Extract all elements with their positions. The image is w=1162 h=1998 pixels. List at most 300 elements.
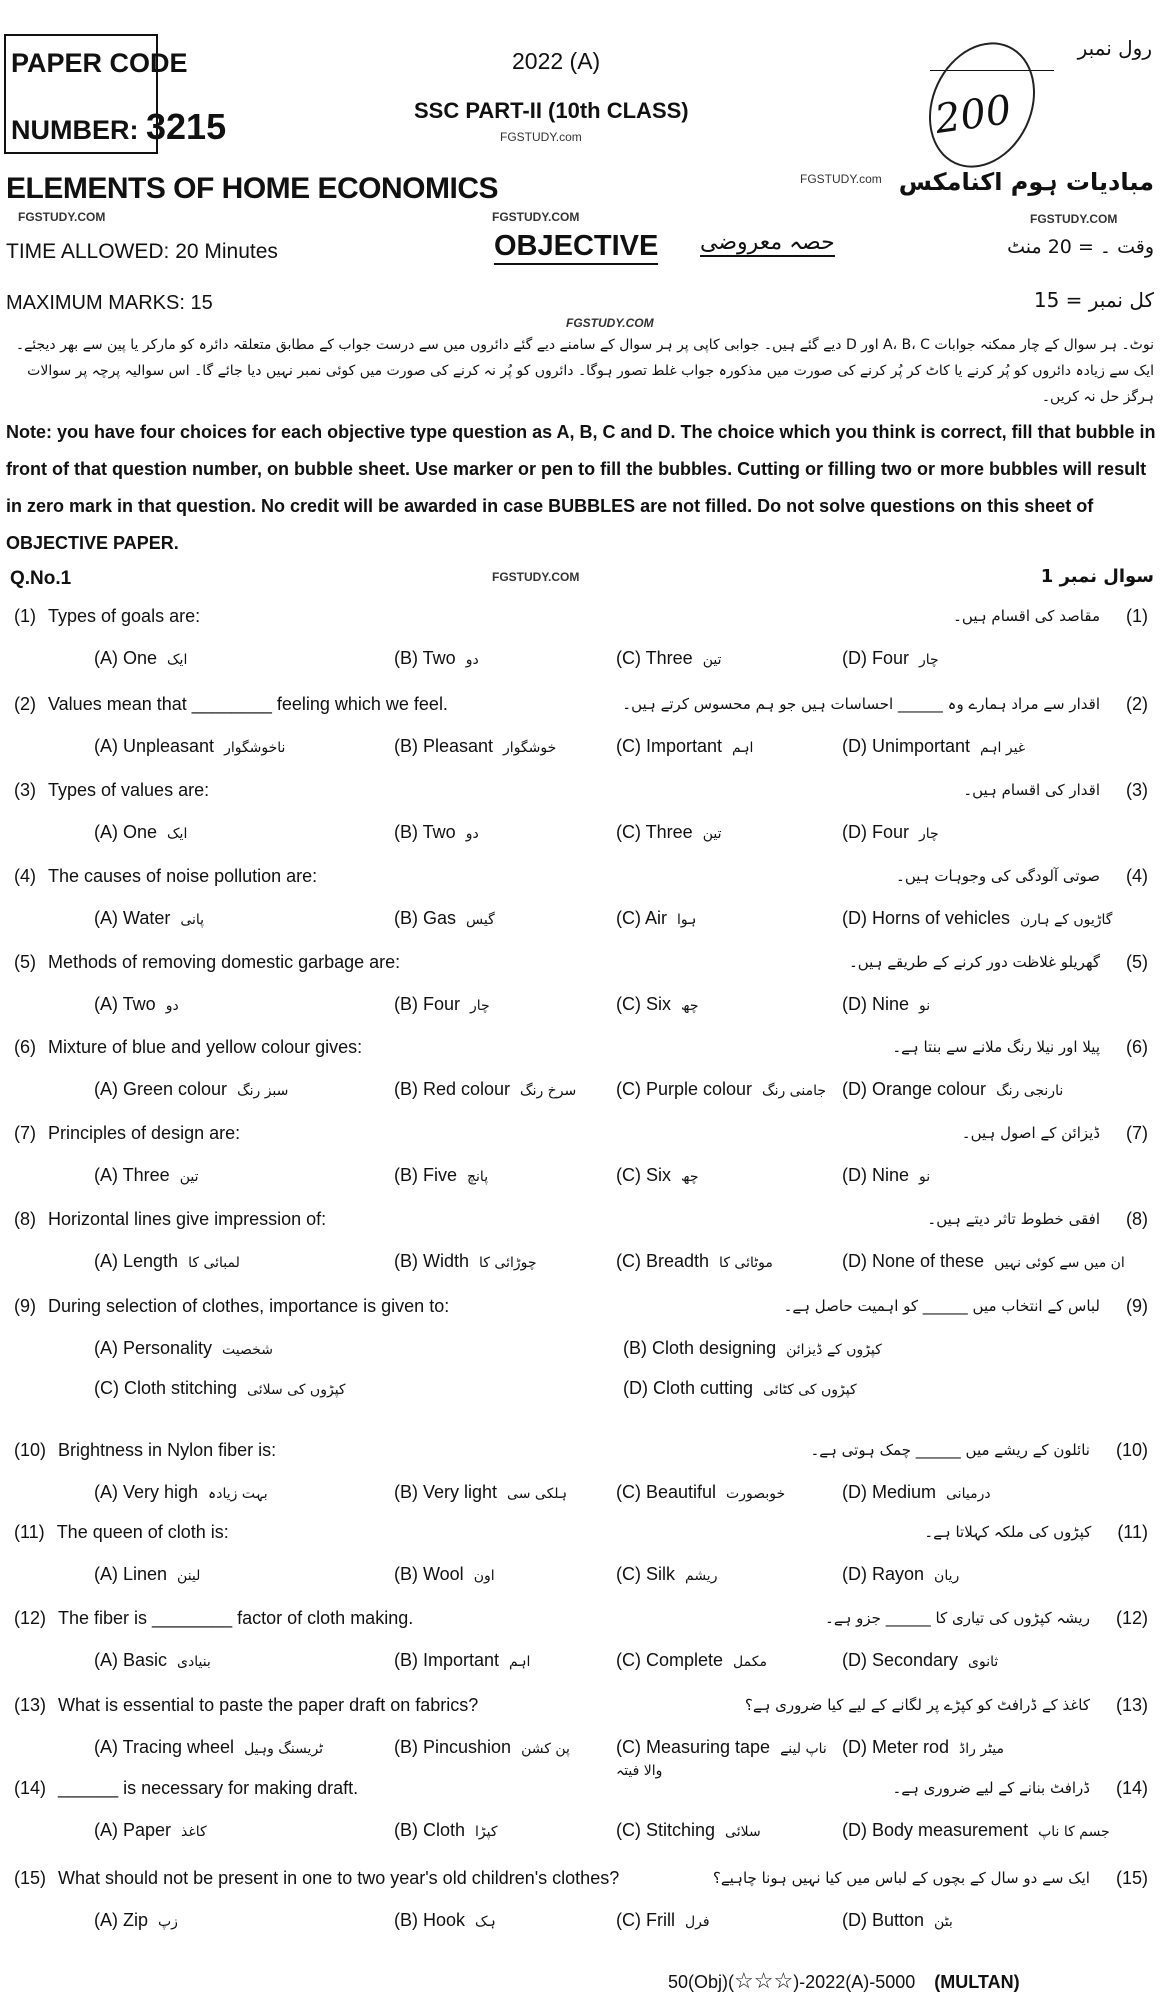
option-label-urdu: سرخ رنگ [520,1083,577,1099]
option-label: (A) Very high [94,1482,199,1502]
question-number-urdu-side: (13) [1115,1695,1148,1715]
option-label-urdu: موٹائی کا [719,1255,773,1271]
option-label-urdu: پانچ [467,1169,489,1185]
option-d [842,1482,1148,1504]
question-number: (10) [14,1440,47,1460]
option-label: (B) Pincushion [394,1737,512,1757]
question-line [14,1123,1148,1143]
max-marks-urdu: کل نمبر = 15 [1033,288,1154,312]
question-number: (15) [14,1868,47,1888]
watermark: FGSTUDY.COM [1030,212,1118,226]
subject-title-urdu: مبادیات ہوم اکنامکس [898,168,1154,196]
option-label-urdu: چار [919,652,939,668]
option-label-urdu: کپڑوں کی سلائی [247,1382,346,1398]
option-d [842,1251,1148,1273]
question-line [14,1296,1148,1316]
option-c [616,1650,842,1672]
option-label: (A) One [94,822,158,842]
option-b [394,908,616,930]
option-a [94,1650,394,1672]
option-label: (C) Frill [616,1910,675,1930]
question-line [14,1868,1148,1888]
option-d [842,1079,1148,1101]
option-label: (A) Water [94,908,171,928]
option-label-urdu: گاڑیوں کے ہارن [1020,912,1113,928]
option-c [616,1251,842,1273]
question-number: (12) [14,1608,47,1628]
option-b [394,822,616,844]
options [94,1338,1148,1400]
option-label: (C) Stitching [616,1820,716,1840]
option-label-urdu: ان میں سے کوئی نہیں [994,1255,1125,1271]
option-label-urdu: مکمل [733,1654,767,1670]
question-number-urdu-side: (9) [1126,1296,1148,1316]
question-number: (7) [14,1123,36,1143]
watermark: FGSTUDY.COM [566,316,654,330]
option-label: (C) Beautiful [616,1482,717,1502]
option-label-urdu: تین [179,1169,199,1185]
question-text-urdu: گھریلو غلاظت دور کرنے کے طریقے ہیں۔ [848,953,1100,971]
option-label: (C) Silk [616,1564,675,1584]
option-label: (A) Linen [94,1564,168,1584]
handwritten-circle [909,25,1055,185]
option-label-urdu: چھ [681,1169,699,1185]
option-label: (C) Measuring tape [616,1737,771,1757]
question-text-urdu: کپڑوں کی ملکہ کہلاتا ہے۔ [924,1523,1092,1541]
question-number-heading: Q.No.1 [10,568,72,589]
question-item [0,1037,1162,1127]
option-label-urdu: کپڑا [475,1824,498,1840]
option-b [394,1820,616,1842]
option-label-urdu: ناخوشگوار [224,740,286,756]
time-allowed-urdu: وقت ۔ = 20 منٹ [1007,236,1154,258]
question-text: Mixture of blue and yellow colour gives: [48,1037,363,1057]
option-a [94,736,394,758]
options [94,1165,1148,1187]
question-number: (9) [14,1296,36,1316]
option-label-urdu: دو [165,998,179,1014]
option-label: (D) Meter rod [842,1737,950,1757]
option-c [616,1820,842,1842]
option-label: (A) Two [94,994,156,1014]
question-number: (11) [14,1522,45,1542]
option-label-urdu: چار [470,998,490,1014]
question-text-urdu: مقاصد کی اقسام ہیں۔ [953,607,1100,625]
question-item [0,780,1162,870]
note-en-3: to fill the bubbles. Cutting or filling two or more bubbles will result in zero mark in that question. No credit will be [6,459,1147,516]
question-item [0,1440,1162,1530]
option-d [623,1378,1148,1400]
option-label-urdu: بہت زیادہ [208,1486,268,1502]
option-label-urdu: ناپ لینے والا فیتہ [616,1741,827,1779]
option-b [394,736,616,758]
objective-label-urdu: حصہ معروضی [700,230,835,255]
question-line [14,1037,1148,1057]
option-label: (A) Personality [94,1338,213,1358]
watermark: FGSTUDY.COM [492,570,580,584]
option-d [842,648,1148,670]
option-label: (A) Basic [94,1650,168,1670]
option-label: (D) Four [842,648,909,668]
option-label: (D) Nine [842,994,910,1014]
question-line [14,606,1148,626]
option-label-urdu: لمبائی کا [188,1255,240,1271]
question-item [0,1868,1162,1958]
question-text-urdu: ریشہ کپڑوں کی تیاری کا ______ جزو ہے۔ [825,1609,1090,1627]
option-label: (D) Secondary [842,1650,959,1670]
option-label-urdu: شخصیت [222,1342,273,1358]
option-label: (C) Three [616,822,693,842]
question-number-urdu-side: (7) [1126,1123,1148,1143]
option-label-urdu: کاغذ [181,1824,207,1840]
question-text: Brightness in Nylon fiber is: [58,1440,277,1460]
options [94,1737,1148,1781]
note-en-1: Note: you have four choices for each objective type question as A, B, C and D. The choice [6,422,775,442]
option-label-urdu: تین [702,826,722,842]
option-label: (B) Very light [394,1482,498,1502]
option-label: (B) Red colour [394,1079,511,1099]
question-text-urdu: ایک سے دو سال کے بچوں کے لباس میں کیا نہیں ہونا چاہیے؟ [712,1869,1090,1887]
option-a [94,1910,394,1932]
option-label-urdu: ہک [475,1914,496,1930]
question-number: (8) [14,1209,36,1229]
paper-code-box [4,34,227,154]
option-d [842,822,1148,844]
options [94,736,1148,758]
question-number-urdu-side: (8) [1126,1209,1148,1229]
option-label: (B) Five [394,1165,457,1185]
option-label: (B) Important [394,1650,500,1670]
question-text: Values mean that ________ feeling which we feel. [48,694,448,714]
option-label-urdu: ایک [167,652,188,668]
option-label: (B) Gas [394,908,457,928]
note-urdu-3: سوالات ہرگز حل نہ کریں۔ [27,363,1154,405]
watermark: FGSTUDY.COM [492,210,580,224]
question-number: (1) [14,606,36,626]
option-label-urdu: خوبصورت [726,1486,786,1502]
option-label: (D) Body measurement [842,1820,1029,1840]
option-a [94,1564,394,1586]
option-label-urdu: خوشگوار [503,740,557,756]
footer-city: (MULTAN) [934,1972,1020,1992]
option-label: (A) Tracing wheel [94,1737,235,1757]
question-number: (2) [14,694,36,714]
option-label: (A) Zip [94,1910,148,1930]
question-item [0,1522,1162,1612]
option-label: (D) Button [842,1910,925,1930]
note-urdu [6,332,1154,410]
option-label-urdu: ہوا [677,912,697,928]
question-text-urdu: پیلا اور نیلا رنگ ملانے سے بنتا ہے۔ [892,1038,1100,1056]
option-label-urdu: نو [919,998,931,1014]
question-text-urdu: اقدار کی اقسام ہیں۔ [963,781,1100,799]
question-text-urdu: ڈرافٹ بنانے کے لیے ضروری ہے۔ [892,1779,1090,1797]
option-label: (B) Hook [394,1910,466,1930]
option-label-urdu: ٹریسنگ وہیل [244,1741,324,1757]
note-en [6,414,1156,562]
option-d [842,994,1148,1016]
note-urdu-2: دیجئے۔ ایک سے زیادہ دائروں کو پُر کرنے یا کاٹ کر پُر کرنے کی صورت میں مذکورہ جواب غلط تصور ہوگا۔ دائروں کو پُر نہ کرنے کی صورت میں کوئی نمبر نہیں دیا جائے گا۔ اس سوالیہ پرچہ پر [15,337,1154,379]
question-line [14,1209,1148,1229]
option-label-urdu: ریشم [685,1568,718,1584]
question-text: The queen of cloth is: [56,1522,229,1542]
option-label-urdu: اون [473,1568,495,1584]
option-label: (D) Nine [842,1165,910,1185]
question-line [14,866,1148,886]
option-label-urdu: جسم کا ناپ [1038,1824,1110,1840]
question-text-urdu: صوتی آلودگی کی وجوہات ہیں۔ [896,867,1100,885]
option-label: (B) Two [394,822,456,842]
option-label: (B) Pleasant [394,736,494,756]
options [94,908,1148,930]
option-label: (D) Orange colour [842,1079,987,1099]
option-d [842,1650,1148,1672]
question-line [14,1440,1148,1460]
option-a [94,1737,394,1781]
option-b [394,1564,616,1586]
question-text: Methods of removing domestic garbage are: [48,952,401,972]
note-en-4: awarded in case BUBBLES are not filled. Do not solve questions on this sheet of OBJECTIVE PAPER. [6,496,1094,553]
option-label-urdu: دو [465,826,479,842]
options [94,1079,1148,1101]
option-label: (B) Four [394,994,461,1014]
question-text-urdu: افقی خطوط تاثر دیتے ہیں۔ [927,1210,1100,1228]
option-label-urdu: زپ [158,1914,178,1930]
question-item [0,1778,1162,1868]
option-label: (D) None of these [842,1251,985,1271]
option-label-urdu: ریان [934,1568,960,1584]
option-label-urdu: اہم [509,1654,531,1670]
question-number-urdu-side: (12) [1115,1608,1148,1628]
option-label: (C) Purple colour [616,1079,753,1099]
option-label-urdu: فرل [684,1914,710,1930]
watermark: FGSTUDY.com [800,172,882,186]
watermark: FGSTUDY.com [500,130,582,144]
option-c [616,1910,842,1932]
question-number: (14) [14,1778,47,1798]
option-b [394,1482,616,1504]
option-label: (D) Horns of vehicles [842,908,1011,928]
option-label-urdu: تین [702,652,722,668]
question-item [0,1695,1162,1785]
note-urdu-1: نوٹ۔ ہر سوال کے چار ممکنہ جوابات A، B، C اور D دیے گئے ہیں۔ جوابی کاپی پر ہر سوال کے سامنے دیے گئے دائروں میں سے درست جواب کے مطابق متعلقہ دائرہ کو مارکر یا پین سے بھر [60,337,1154,353]
option-label-urdu: ثانوی [968,1654,999,1670]
question-text-urdu: اقدار سے مراد ہمارے وہ ______ احساسات ہیں جو ہم محسوس کرتے ہیں۔ [622,695,1100,713]
max-marks: MAXIMUM MARKS: 15 [6,292,213,314]
option-label: (B) Wool [394,1564,464,1584]
option-c [616,1737,842,1781]
option-a [94,1251,394,1273]
option-label: (A) Length [94,1251,179,1271]
question-item [0,606,1162,696]
question-text-urdu: ڈیزائن کے اصول ہیں۔ [961,1124,1100,1142]
question-item [0,952,1162,1042]
option-label-urdu: نو [919,1169,931,1185]
option-c [94,1378,623,1400]
option-c [616,1482,842,1504]
option-label-urdu: گیس [466,912,495,928]
option-c [616,736,842,758]
option-b [394,1251,616,1273]
option-a [94,1165,394,1187]
options [94,648,1148,670]
option-label-urdu: نارنجی رنگ [996,1083,1064,1099]
number-label: NUMBER: [11,115,139,145]
question-item [0,1296,1162,1398]
objective-label: OBJECTIVE [494,230,658,265]
option-c [616,908,842,930]
option-c [616,648,842,670]
question-item [0,1209,1162,1299]
note-en-2: which you think is correct, fill that bubble in front of that question number, on bubble sheet. Use marker or pen [6,422,1156,479]
roll-no-label: رول نمبر [1077,36,1152,60]
question-text-urdu: لباس کے انتخاب میں ______ کو اہمیت حاصل ہے۔ [783,1297,1100,1315]
question-line [14,952,1148,972]
question-line [14,1778,1148,1798]
option-label-urdu: بٹن [934,1914,953,1930]
question-number: (13) [14,1695,47,1715]
option-label-urdu: چار [919,826,939,842]
question-line [14,1695,1148,1715]
option-a [94,908,394,930]
option-label-urdu: بنیادی [177,1654,211,1670]
question-number-urdu-side: (11) [1117,1522,1148,1542]
option-a [94,1079,394,1101]
option-c [616,822,842,844]
question-text: ______ is necessary for making draft. [58,1778,359,1798]
option-b [394,994,616,1016]
options [94,1251,1148,1273]
option-label-urdu: درمیانی [946,1486,991,1502]
option-label-urdu: ہلکی سی [507,1486,568,1502]
option-label: (C) Air [616,908,667,928]
option-label: (B) Cloth designing [623,1338,777,1358]
option-label-urdu: ایک [167,826,188,842]
question-text: The fiber is ________ factor of cloth making. [58,1608,414,1628]
option-label: (C) Six [616,994,671,1014]
question-number-urdu-side: (14) [1115,1778,1148,1798]
option-label-urdu: کپڑوں کی کٹائی [763,1382,857,1398]
question-number-heading-urdu: سوال نمبر 1 [1040,566,1154,587]
option-b [394,1910,616,1932]
option-a [94,822,394,844]
question-text: What should not be present in one to two year's old children's clothes? [58,1868,620,1888]
paper-code-label: PAPER CODE [11,48,188,78]
options [94,1482,1148,1504]
option-a [94,994,394,1016]
question-item [0,1608,1162,1698]
option-label-urdu: سلائی [725,1824,761,1840]
option-label: (A) Green colour [94,1079,228,1099]
options [94,822,1148,844]
question-item [0,1123,1162,1213]
question-line [14,1608,1148,1628]
option-label: (C) Cloth stitching [94,1378,238,1398]
option-label-urdu: سبز رنگ [237,1083,289,1099]
option-d [842,1737,1148,1781]
question-number-urdu-side: (6) [1126,1037,1148,1057]
paper-number [11,106,226,148]
option-b [394,1737,616,1781]
question-number-urdu-side: (5) [1126,952,1148,972]
option-c [616,1165,842,1187]
option-label-urdu: اہم [732,740,754,756]
option-b [394,1079,616,1101]
footer-left: 50(Obj)( [668,1972,735,1992]
option-label: (D) Rayon [842,1564,925,1584]
option-label-urdu: جامنی رنگ [762,1083,826,1099]
option-label: (D) Four [842,822,909,842]
question-number: (3) [14,780,36,800]
question-number: (4) [14,866,36,886]
options [94,1650,1148,1672]
subject-title: ELEMENTS OF HOME ECONOMICS [6,172,499,205]
question-line [14,1522,1148,1542]
option-label-urdu: غیر اہم [980,740,1026,756]
option-label: (D) Unimportant [842,736,971,756]
option-label: (D) Medium [842,1482,937,1502]
footer-code [668,1968,1020,1994]
question-text: Horizontal lines give impression of: [48,1209,327,1229]
options [94,1564,1148,1586]
options [94,994,1148,1016]
option-label: (A) Unpleasant [94,736,215,756]
option-label: (C) Complete [616,1650,724,1670]
option-label: (A) One [94,648,158,668]
option-label-urdu: چھ [681,998,699,1014]
option-b [623,1338,1148,1360]
option-label: (D) Cloth cutting [623,1378,754,1398]
option-b [394,1165,616,1187]
option-label-urdu: پن کشن [521,1741,570,1757]
option-d [842,1910,1148,1932]
question-number-urdu-side: (3) [1126,780,1148,800]
option-a [94,1820,394,1842]
option-label-urdu: دو [465,652,479,668]
question-item [0,694,1162,784]
question-text: Types of values are: [48,780,210,800]
option-label: (A) Paper [94,1820,172,1840]
question-number: (5) [14,952,36,972]
star-icons: ☆☆☆ [734,1968,794,1993]
watermark: FGSTUDY.COM [18,210,106,224]
option-label: (A) Three [94,1165,170,1185]
option-label: (C) Three [616,648,693,668]
option-d [842,1564,1148,1586]
class: SSC PART-II (10th CLASS) [414,98,689,123]
option-a [94,1482,394,1504]
option-a [94,1338,623,1360]
option-d [842,1165,1148,1187]
option-c [616,994,842,1016]
options [94,1910,1148,1932]
option-c [616,1564,842,1586]
question-text-urdu: نائلون کے ریشے میں ______ چمک ہوتی ہے۔ [810,1441,1090,1459]
question-number-urdu-side: (2) [1126,694,1148,714]
option-label-urdu: لینن [177,1568,201,1584]
question-text: Principles of design are: [48,1123,241,1143]
question-text: During selection of clothes, importance is given to: [48,1296,450,1316]
year: 2022 (A) [512,48,601,74]
option-label-urdu: پانی [180,912,205,928]
question-number: (6) [14,1037,36,1057]
footer-right: )-2022(A)-5000 [793,1972,916,1992]
question-text-urdu: کاغذ کے ڈرافٹ کو کپڑے پر لگانے کے لیے کیا ضروری ہے؟ [744,1696,1090,1714]
option-label: (C) Breadth [616,1251,710,1271]
option-label: (C) Important [616,736,723,756]
option-label: (C) Six [616,1165,671,1185]
option-d [842,1820,1148,1842]
